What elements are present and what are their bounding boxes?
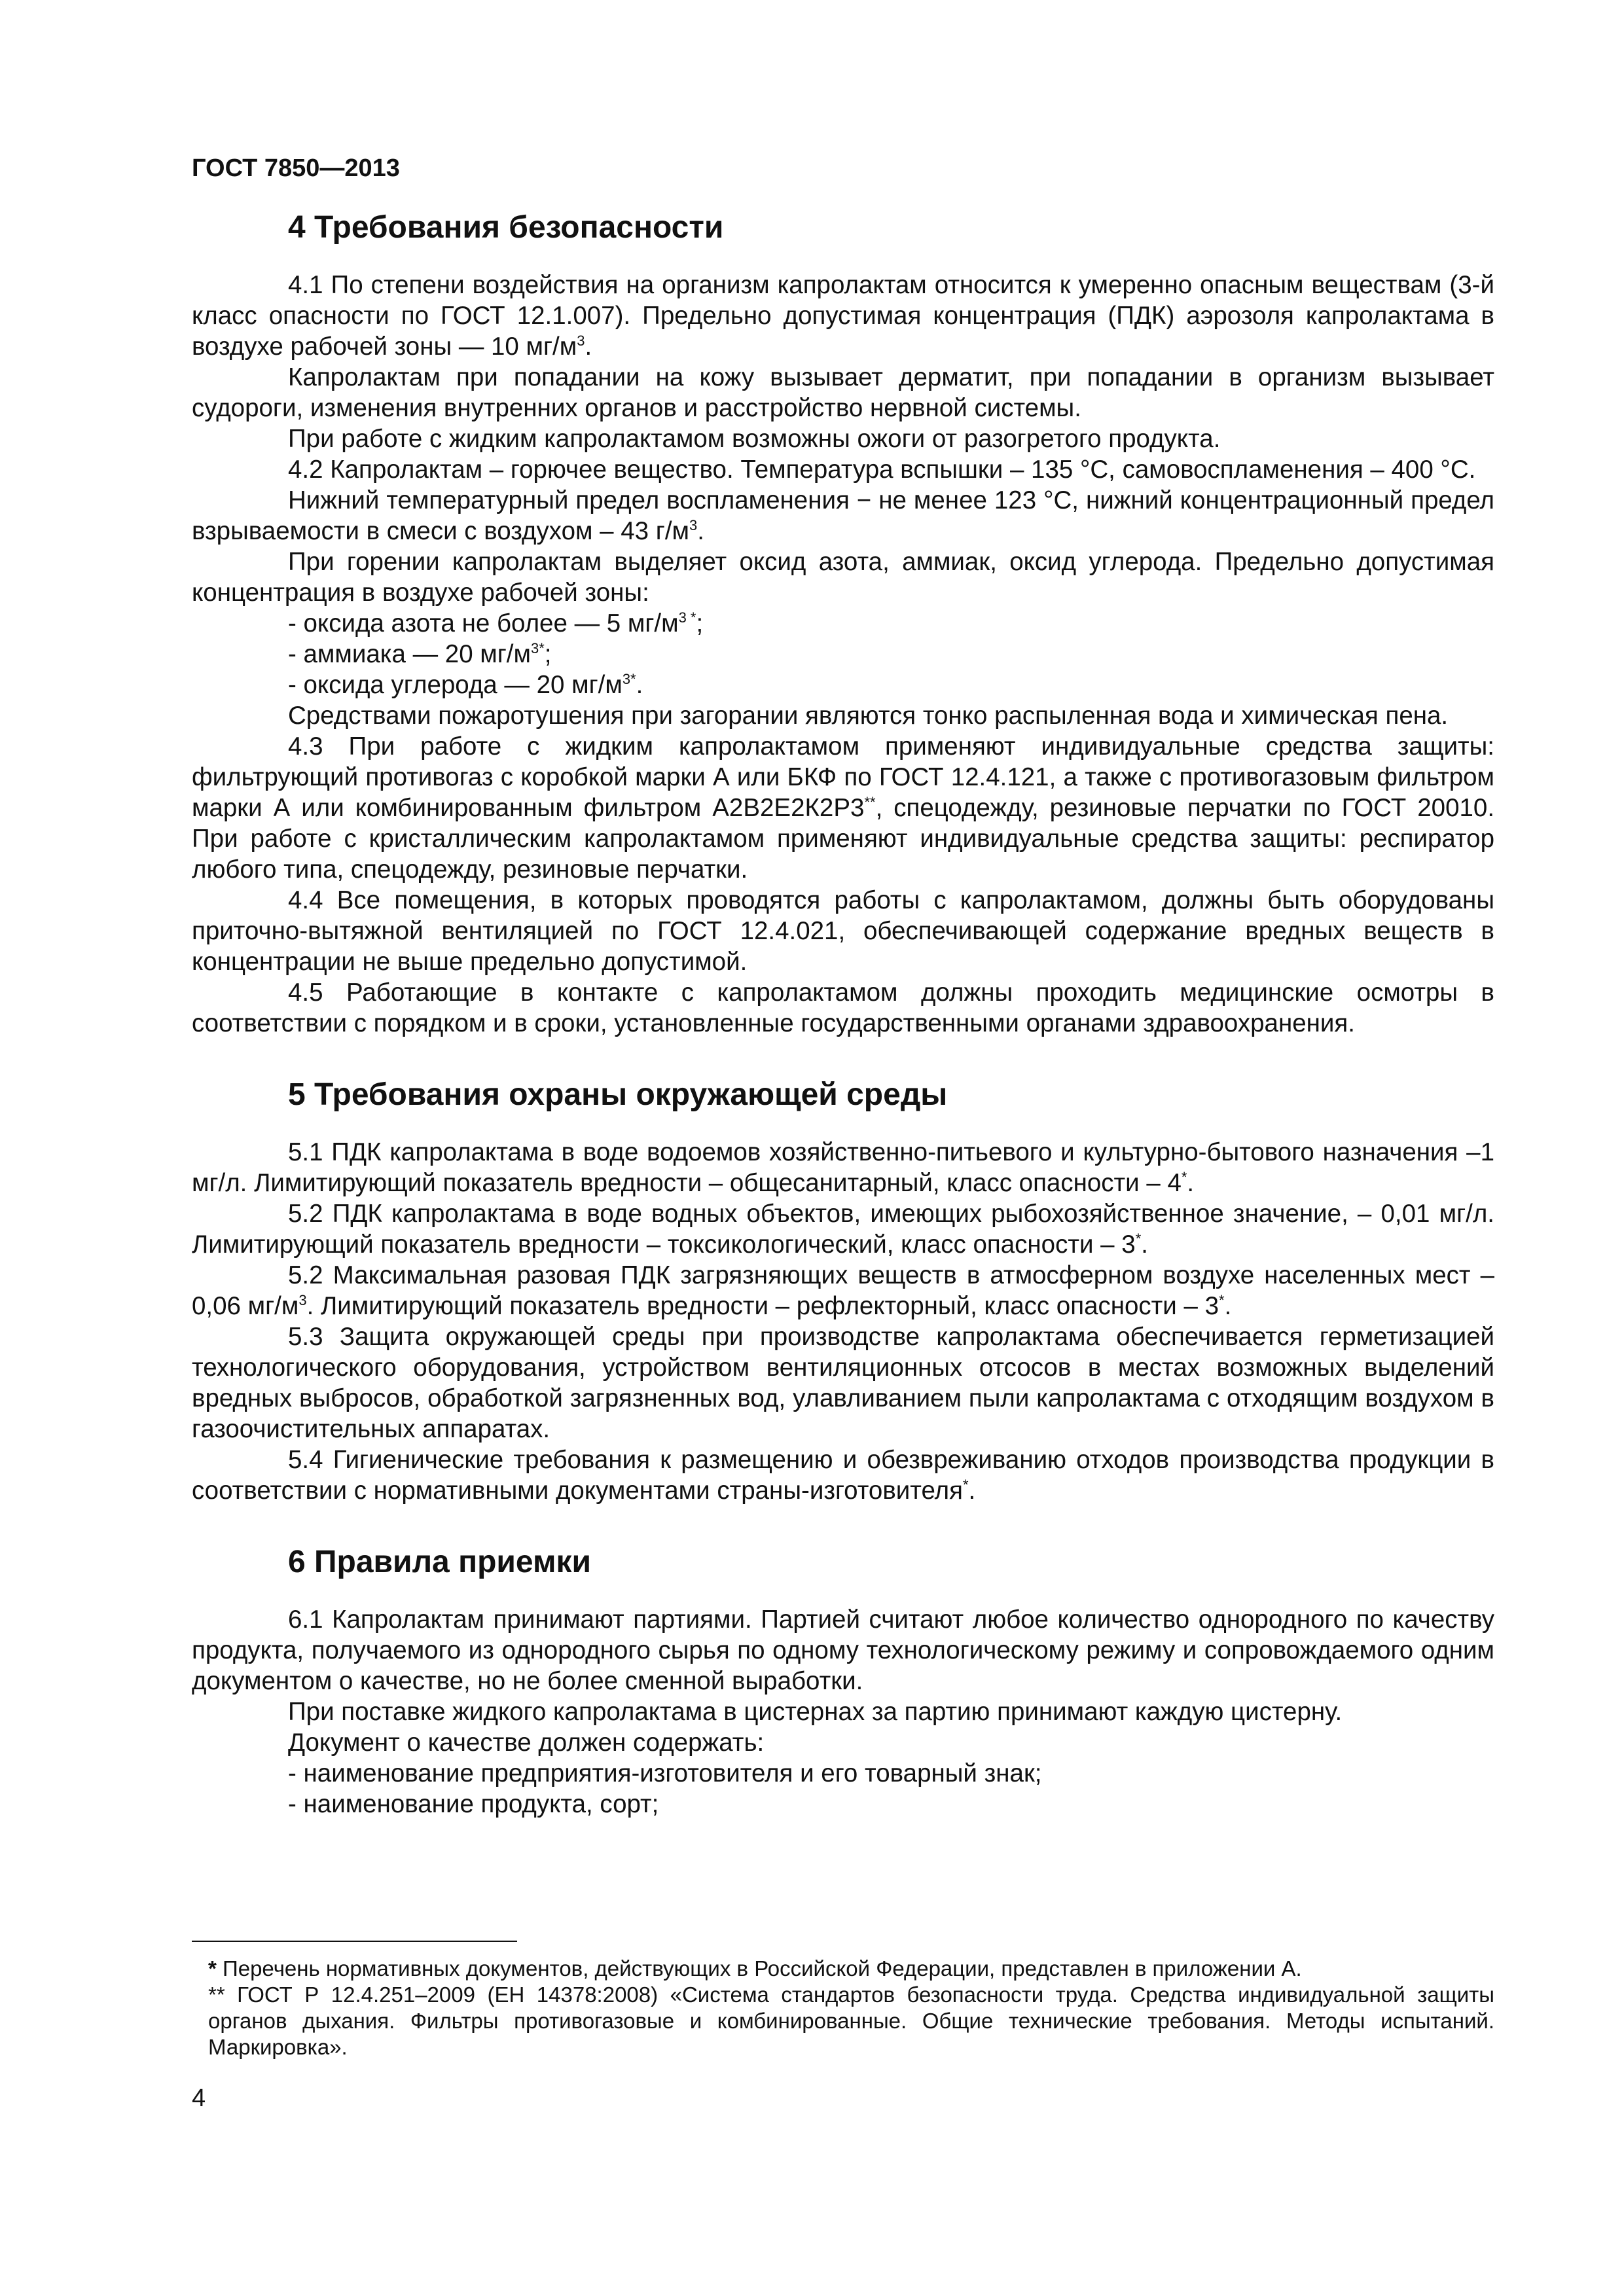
paragraph-4-5: 4.5 Работающие в контакте с капролактамом должны проходить медицинские осмотры в соответствии с порядком и в сроки, установленные государственными органами здравоохранения.	[192, 978, 1494, 1037]
paragraph-4-2-b: Нижний температурный предел воспламенения − не менее 123 °С, нижний концентрационный предел взрываемости в смеси с воздухом – 43 $г/м^3$.	[192, 486, 1494, 545]
paragraph-4-1-c: При работе с жидким капролактамом возможны ожоги от разогретого продукта.	[288, 425, 1221, 453]
list-item: - наименование продукта, сорт;	[288, 1790, 659, 1818]
paragraph-6-1-c: Документ о качестве должен содержать:	[288, 1729, 765, 1757]
paragraph-6-1-b: При поставке жидкого капролактама в цистернах за партию принимают каждую цистерну.	[288, 1698, 1343, 1726]
paragraph-4-4: 4.4 Все помещения, в которых проводятся работы с капролактамом, должны быть оборудованы приточно-вытяжной вентиляцией по ГОСТ 12.4.021, обеспечивающей содержание вредных веществ в концентрации не выше предельно допустимой.	[192, 886, 1494, 976]
paragraph-5-4: 5.4 Гигиенические требования к размещению и обезвреживанию отходов производства продукции в соответствии с нормативными документами страны-изготовителя*.	[192, 1446, 1494, 1505]
paragraph-4-2: 4.2 Капролактам – горючее вещество. Температура вспышки – 135 °С, самовоспламенения – 400 °С.	[288, 456, 1476, 484]
paragraph-5-3: 5.3 Защита окружающей среды при производстве капролактама обеспечивается герметизацией технологического оборудования, устройством вентиляционных отсосов в местах возможных выделений вредных выбросов, обработкой загрязненных вод, улавливанием пыли капролактама с отходящим воздухом в газоочистительных аппаратах.	[192, 1323, 1494, 1443]
main-content	[192, 208, 1494, 1820]
list-item: - наименование предприятия-изготовителя и его товарный знак;	[288, 1759, 1042, 1787]
paragraph-4-3: 4.3 При работе с жидким капролактамом применяют индивидуальные средства защиты: фильтрующий противогаз с коробкой марки А или БКФ по ГОСТ 12.4.121, а также с противогазовым фильтром марки А или комбинированным фильтром А2В2Е2К2Р3**, спецодежду, резиновые перчатки по ГОСТ 20010. При работе с кристаллическим капролактамом применяют индивидуальные средства защиты: респиратор любого типа, спецодежду, резиновые перчатки.	[192, 732, 1495, 884]
section-title-6: 6 Правила приемки	[288, 1545, 592, 1579]
footnote-2: ** ГОСТ Р 12.4.251–2009 (ЕН 14378:2008) «Система стандартов безопасности труда. Средства индивидуальной защиты органов дыхания. Фильтры противогазовые и комбинированные. Общие технические требования. Методы испытаний. Маркировка».	[208, 1982, 1494, 2059]
list-item: - аммиака — 20 $мг/м^{3*}$;	[288, 640, 552, 668]
section-title-4: 4 Требования безопасности	[288, 210, 724, 245]
paragraph-5-2: 5.2 ПДК капролактама в воде водных объектов, имеющих рыбохозяйственное значение, – 0,01 мг/л. Лимитирующий показатель вредности – токсикологический, класс опасности – 3*.	[192, 1200, 1494, 1259]
paragraph-4-1-b: Капролактам при попадании на кожу вызывает дерматит, при попадании в организм вызывает судороги, изменения внутренних органов и расстройство нервной системы.	[192, 363, 1494, 422]
footnote-1: * Перечень нормативных документов, действующих в Российской Федерации, представлен в приложении А.	[208, 1956, 1302, 1981]
page-number: 4	[192, 2085, 206, 2112]
list-item: - оксида углерода — 20 $мг/м^{3*}$.	[288, 671, 643, 699]
paragraph-6-1: 6.1 Капролактам принимают партиями. Партией считают любое количество однородного по качеству продукта, получаемого из однородного сырья по одному технологическому режиму и сопровождаемого одним документом о качестве, но не более сменной выработки.	[192, 1605, 1494, 1695]
list-item: - оксида азота не более — 5 $мг/м^{3 *}$;	[288, 609, 704, 637]
paragraph-5-1: 5.1 ПДК капролактама в воде водоемов хозяйственно-питьевого и культурно-бытового назначения –1 мг/л. Лимитирующий показатель вредности – общесанитарный, класс опасности – 4*.	[192, 1138, 1494, 1197]
paragraph-4-2-d: Средствами пожаротушения при загорании являются тонко распыленная вода и химическая пена.	[288, 702, 1449, 730]
document-header: ГОСТ 7850—2013	[192, 154, 400, 182]
footnotes	[208, 1956, 1494, 2060]
paragraph-5-2-b: 5.2 Максимальная разовая ПДК загрязняющих веществ в атмосферном воздухе населенных мест – 0,06 $мг/м^3$. Лимитирующий показатель вредности – рефлекторный, класс опасности – 3*.	[192, 1261, 1494, 1320]
section-title-5: 5 Требования охраны окружающей среды	[288, 1077, 948, 1112]
footnote-divider	[192, 1941, 517, 1942]
paragraph-4-2-c: При горении капролактам выделяет оксид азота, аммиак, оксид углерода. Предельно допустимая концентрация в воздухе рабочей зоны:	[192, 548, 1494, 607]
paragraph-4-1: 4.1 По степени воздействия на организм капролактам относится к умеренно опасным веществам (3-й класс опасности по ГОСТ 12.1.007). Предельно допустимая концентрация (ПДК) аэрозоля капролактама в воздухе рабочей зоны — 10 $мг/м^3$.	[192, 271, 1494, 361]
